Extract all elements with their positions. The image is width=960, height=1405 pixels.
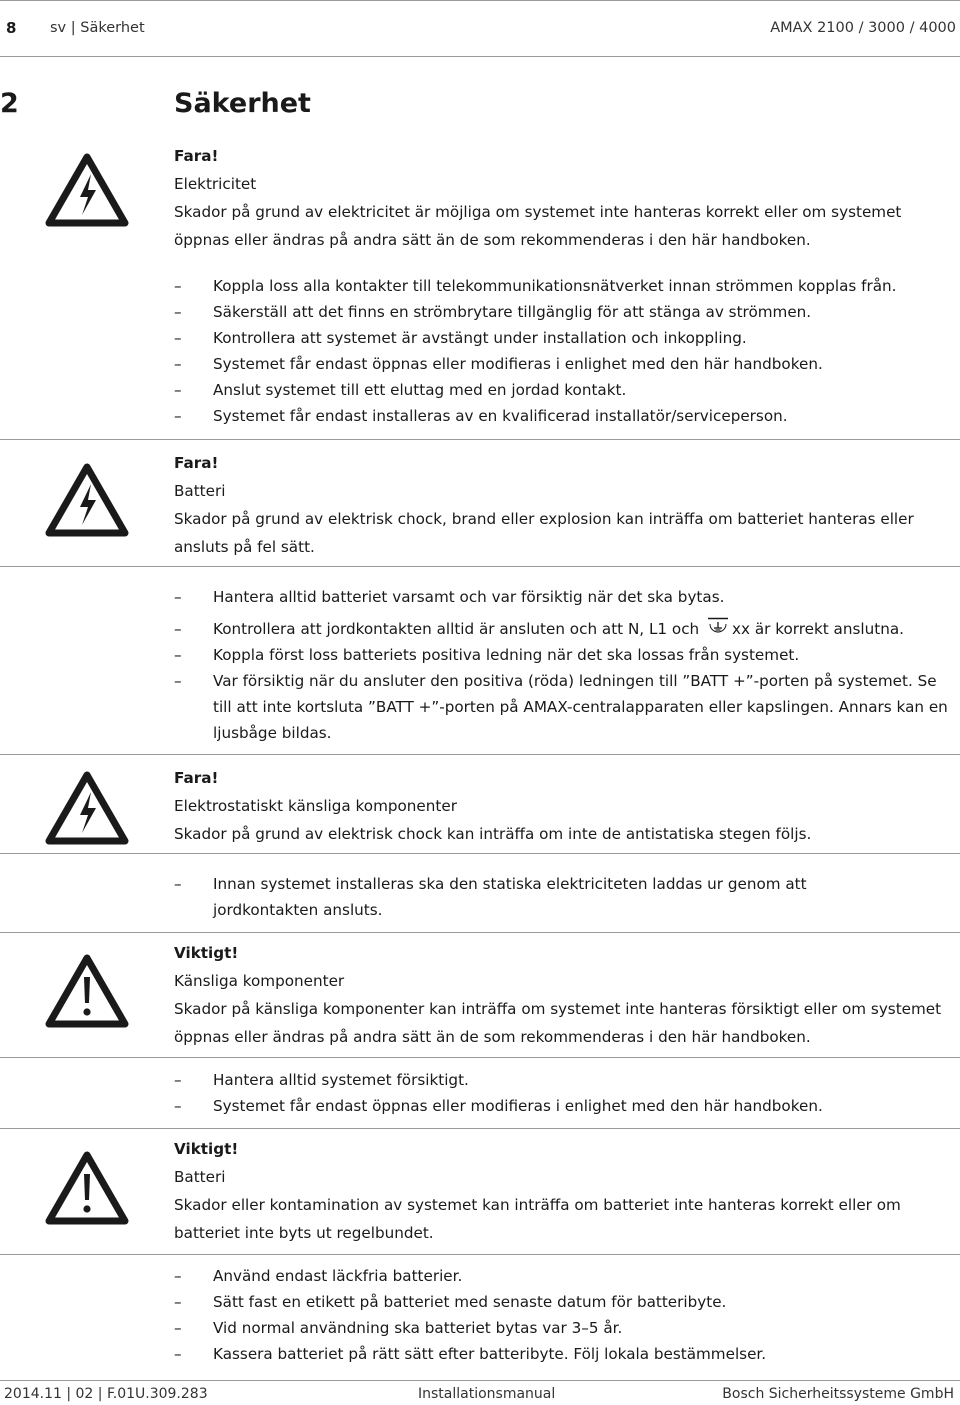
notice-label: Fara! — [174, 769, 219, 787]
esd-list — [174, 871, 958, 923]
section-divider — [0, 1128, 960, 1129]
section-divider — [0, 853, 960, 854]
list-dash: – — [174, 620, 182, 638]
list-item: – Var försiktig när du ansluter den positiva (röda) ledningen till ”BATT +”-porten på systemet. Se till att inte kortsluta ”BATT +”-porten på AMAX-centralapparaten eller kapslingen. Annars kan en ljusbåge bildas. — [174, 668, 958, 746]
notice-esd — [174, 764, 958, 848]
list-item: – Hantera alltid batteriet varsamt och var försiktig när det ska bytas. — [174, 584, 958, 610]
notice-title: Batteri — [174, 482, 226, 500]
list-dash: – — [174, 1345, 182, 1363]
notice-label: Viktigt! — [174, 944, 239, 962]
notice-battery — [174, 449, 958, 561]
notice-label: Viktigt! — [174, 1140, 239, 1158]
notice-title: Känsliga komponenter — [174, 972, 345, 990]
section-breadcrumb: sv | Säkerhet — [50, 20, 145, 36]
notice-text: Skador på känsliga komponenter kan inträffa om systemet inte hanteras försiktigt eller om systemet öppnas eller ändras på andra sätt än de som rekommenderas i den här handboken. — [174, 1000, 942, 1046]
section-divider — [0, 754, 960, 755]
notice-sensitive-components — [174, 939, 958, 1051]
list-dash: – — [174, 329, 182, 347]
list-item: – Systemet får endast öppnas eller modifieras i enlighet med den här handboken. — [174, 1093, 958, 1119]
notice-text: Skador eller kontamination av systemet kan inträffa om batteriet inte hanteras korrekt eller om batteriet inte byts ut regelbundet. — [174, 1196, 901, 1242]
list-dash: – — [174, 407, 182, 425]
notice-label: Fara! — [174, 454, 219, 472]
header-bottom-rule — [0, 56, 960, 57]
page-number: 8 — [6, 19, 17, 37]
list-item: – Hantera alltid systemet försiktigt. — [174, 1067, 958, 1093]
chapter-title: Säkerhet — [174, 88, 311, 119]
notice-title: Batteri — [174, 1168, 226, 1186]
notice-electricity — [174, 142, 958, 254]
page-header — [0, 0, 960, 56]
list-dash: – — [174, 1319, 182, 1337]
list-dash: – — [174, 1097, 182, 1115]
electric-hazard-icon — [44, 462, 130, 538]
list-dash: – — [174, 1293, 182, 1311]
electric-hazard-icon — [44, 152, 130, 228]
section-divider — [0, 932, 960, 933]
list-dash: – — [174, 381, 182, 399]
list-item: – Systemet får endast installeras av en kvalificerad installatör/serviceperson. — [174, 403, 958, 429]
list-item: – Kontrollera att jordkontakten alltid är ansluten och att N, L1 och xx är korrekt anslutna. — [174, 616, 958, 642]
notice-text: Skador på grund av elektricitet är möjliga om systemet inte hanteras korrekt eller om systemet öppnas eller ändras på andra sätt än de som rekommenderas i den här handboken. — [174, 203, 902, 249]
list-item: – Koppla först loss batteriets positiva ledning när det ska lossas från systemet. — [174, 642, 958, 668]
footer-rule — [0, 1380, 960, 1381]
list-item: – Kassera batteriet på rätt sätt efter batteribyte. Följ lokala bestämmelser. — [174, 1341, 958, 1367]
list-dash: – — [174, 277, 182, 295]
list-item: – Systemet får endast öppnas eller modifieras i enlighet med den här handboken. — [174, 351, 958, 377]
notice-label: Fara! — [174, 147, 219, 165]
section-divider — [0, 1254, 960, 1255]
company-name: Bosch Sicherheitssysteme GmbH — [722, 1386, 954, 1402]
list-item: – Innan systemet installeras ska den statiska elektriciteten laddas ur genom att jordkontakten ansluts. — [174, 871, 894, 923]
battery-list — [174, 584, 958, 746]
notice-battery-important — [174, 1135, 958, 1247]
list-item: – Anslut systemet till ett eluttag med en jordad kontakt. — [174, 377, 958, 403]
list-item: – Koppla loss alla kontakter till telekommunikationsnätverket innan strömmen kopplas från. — [174, 273, 958, 299]
notice-text: Skador på grund av elektrisk chock kan inträffa om inte de antistatiska stegen följs. — [174, 825, 812, 843]
warning-exclamation-icon — [44, 1150, 130, 1226]
list-item: – Vid normal användning ska batteriet bytas var 3–5 år. — [174, 1315, 958, 1341]
electricity-list — [174, 273, 958, 429]
document-code: 2014.11 | 02 | F.01U.309.283 — [4, 1386, 208, 1402]
header-top-rule — [0, 0, 960, 1]
list-item: – Sätt fast en etikett på batteriet med senaste datum för batteribyte. — [174, 1289, 958, 1315]
list-dash: – — [174, 588, 182, 606]
list-dash: – — [174, 303, 182, 321]
electric-hazard-icon — [44, 770, 130, 846]
section-divider — [0, 1057, 960, 1058]
list-item: – Säkerställ att det finns en strömbrytare tillgänglig för att stänga av strömmen. — [174, 299, 958, 325]
battery-replacement-list — [174, 1263, 958, 1367]
notice-text: Skador på grund av elektrisk chock, brand eller explosion kan inträffa om batteriet hanteras eller ansluts på fel sätt. — [174, 510, 914, 556]
product-name: AMAX 2100 / 3000 / 4000 — [770, 20, 956, 36]
list-item: – Använd endast läckfria batterier. — [174, 1263, 958, 1289]
list-item: – Kontrollera att systemet är avstängt under installation och inkoppling. — [174, 325, 958, 351]
list-dash: – — [174, 1071, 182, 1089]
warning-exclamation-icon — [44, 953, 130, 1029]
section-divider — [0, 566, 960, 567]
ground-symbol-icon — [705, 617, 731, 637]
notice-title: Elektricitet — [174, 175, 257, 193]
sensitive-list — [174, 1067, 958, 1119]
list-dash: – — [174, 875, 182, 893]
chapter-number: 2 — [0, 88, 19, 119]
document-type: Installationsmanual — [418, 1386, 556, 1402]
list-dash: – — [174, 646, 182, 664]
list-dash: – — [174, 355, 182, 373]
section-divider — [0, 439, 960, 440]
notice-title: Elektrostatiskt känsliga komponenter — [174, 797, 457, 815]
list-dash: – — [174, 1267, 182, 1285]
list-dash: – — [174, 672, 182, 690]
